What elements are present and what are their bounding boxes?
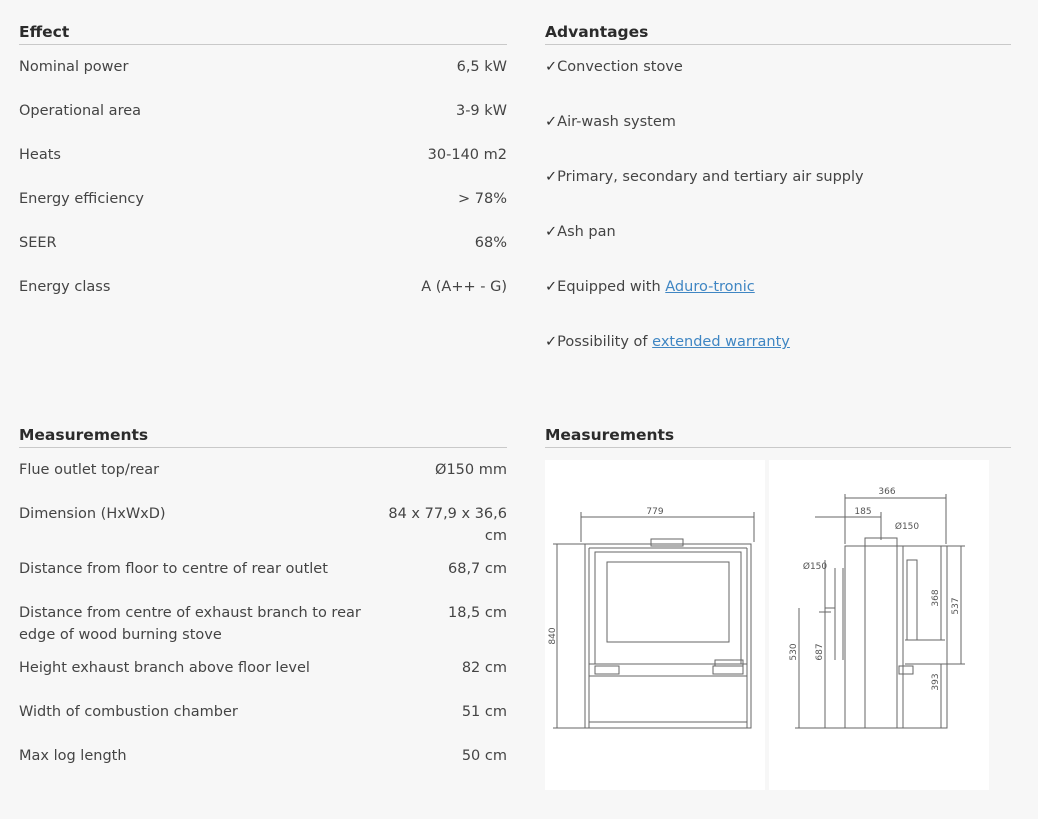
advantage-item bbox=[545, 56, 683, 78]
check-icon: ✓ bbox=[545, 114, 558, 130]
measurements-section bbox=[19, 426, 507, 798]
spec-value: 3-9 kW bbox=[455, 103, 507, 119]
spec-value: 82 cm bbox=[461, 660, 507, 676]
check-icon: ✓ bbox=[545, 169, 558, 185]
front-width-label: 779 bbox=[646, 507, 664, 517]
advantage-text: Ash pan bbox=[557, 224, 616, 240]
spec-label: Height exhaust branch above floor level bbox=[19, 660, 310, 676]
side-h687-label: 687 bbox=[815, 643, 825, 661]
spec-value-unit: cm bbox=[484, 528, 507, 544]
side-flue-rear-label: Ø150 bbox=[802, 562, 828, 572]
spec-label-cont: edge of wood burning stove bbox=[19, 627, 222, 643]
spec-label: Flue outlet top/rear bbox=[19, 462, 160, 478]
spec-value-block bbox=[388, 503, 507, 547]
spec-label: SEER bbox=[19, 235, 57, 251]
advantage-text: Convection stove bbox=[557, 59, 683, 75]
drawings-section bbox=[545, 426, 1011, 448]
effect-heading: Effect bbox=[19, 23, 507, 45]
side-h368-label: 368 bbox=[931, 589, 941, 607]
advantages-section bbox=[545, 23, 1011, 365]
spec-label-block bbox=[19, 602, 361, 646]
advantage-item bbox=[545, 166, 864, 188]
spec-value: A (A++ - G) bbox=[421, 279, 507, 295]
side-h530-label: 530 bbox=[789, 643, 799, 661]
spec-label: Distance from centre of exhaust branch to rear bbox=[19, 605, 361, 621]
spec-value: 84 x 77,9 x 36,6 bbox=[388, 506, 507, 522]
check-icon: ✓ bbox=[545, 224, 558, 240]
advantage-text: Primary, secondary and tertiary air supply bbox=[557, 169, 864, 185]
spec-value: 6,5 kW bbox=[456, 59, 507, 75]
advantage-item bbox=[545, 221, 616, 243]
front-view-svg bbox=[545, 460, 765, 790]
spec-value: 30-140 m2 bbox=[427, 147, 507, 163]
side-offset-label: 185 bbox=[854, 507, 872, 517]
spec-value: 68,7 cm bbox=[448, 561, 507, 577]
extended-warranty-link[interactable]: extended warranty bbox=[652, 334, 790, 350]
spec-label: Heats bbox=[19, 147, 61, 163]
spec-label: Max log length bbox=[19, 748, 127, 764]
side-h537-label: 537 bbox=[951, 597, 961, 615]
check-icon: ✓ bbox=[545, 59, 558, 75]
aduro-tronic-link[interactable]: Aduro-tronic bbox=[665, 279, 755, 295]
spec-label: Width of combustion chamber bbox=[19, 704, 238, 720]
spec-label: Operational area bbox=[19, 103, 142, 119]
spec-value: 68% bbox=[474, 235, 507, 251]
check-icon: ✓ bbox=[545, 334, 558, 350]
advantages-heading: Advantages bbox=[545, 23, 1011, 45]
drawings-heading: Measurements bbox=[545, 426, 1011, 448]
spec-label: Distance from floor to centre of rear outlet bbox=[19, 561, 328, 577]
front-height-label: 840 bbox=[548, 627, 558, 645]
side-view-drawing bbox=[769, 460, 989, 790]
effect-section bbox=[19, 23, 507, 305]
side-h393-label: 393 bbox=[931, 673, 941, 691]
spec-value: > 78% bbox=[458, 191, 507, 207]
measurements-heading: Measurements bbox=[19, 426, 507, 448]
spec-value: 51 cm bbox=[461, 704, 507, 720]
side-view-svg bbox=[769, 460, 989, 790]
advantage-text: Equipped with bbox=[557, 279, 666, 295]
side-depth-label: 366 bbox=[878, 487, 896, 497]
front-view-drawing bbox=[545, 460, 765, 790]
advantage-item bbox=[545, 276, 755, 298]
advantage-text: Air-wash system bbox=[557, 114, 676, 130]
spec-label: Energy efficiency bbox=[19, 191, 144, 207]
spec-value: Ø150 mm bbox=[435, 462, 507, 478]
spec-label: Energy class bbox=[19, 279, 111, 295]
spec-value: 18,5 cm bbox=[448, 605, 507, 621]
advantage-item bbox=[545, 331, 790, 353]
spec-label: Dimension (HxWxD) bbox=[19, 506, 166, 522]
spec-value: 50 cm bbox=[461, 748, 507, 764]
side-flue-top-label: Ø150 bbox=[894, 522, 920, 532]
advantage-text: Possibility of bbox=[557, 334, 653, 350]
spec-label: Nominal power bbox=[19, 59, 129, 75]
check-icon: ✓ bbox=[545, 279, 558, 295]
advantage-item bbox=[545, 111, 676, 133]
